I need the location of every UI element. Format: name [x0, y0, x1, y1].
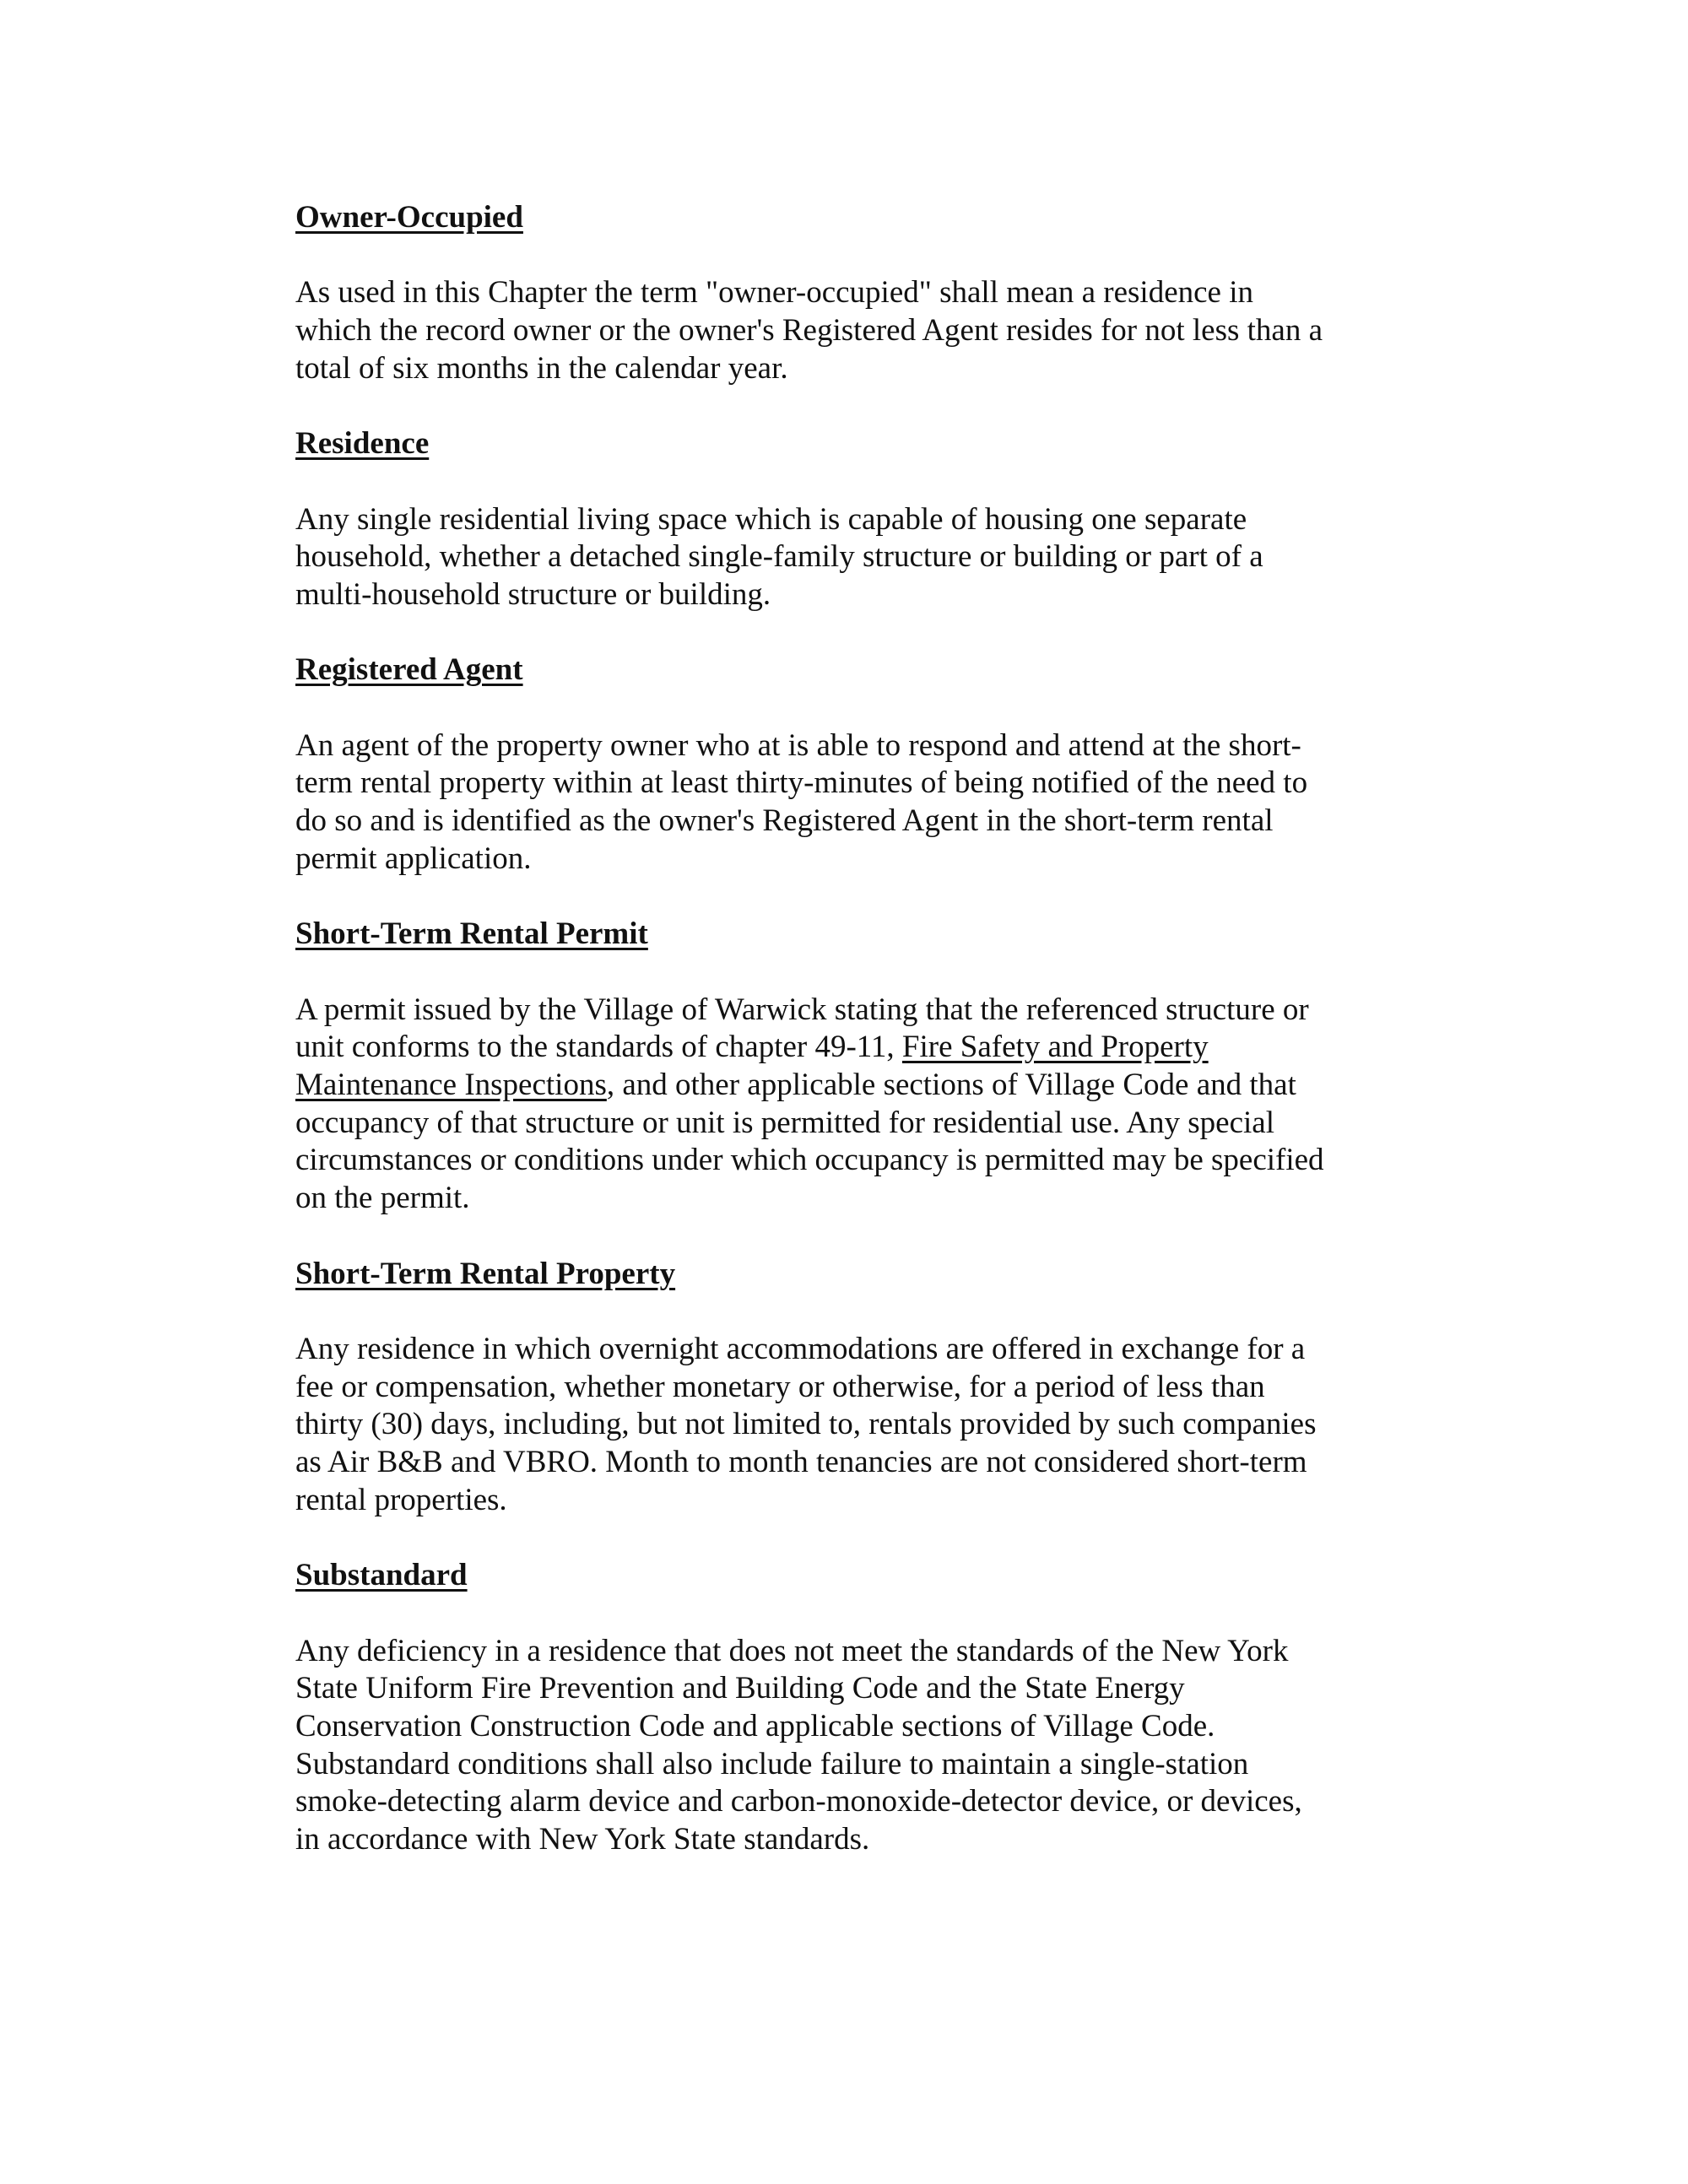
text-line — [295, 1067, 1418, 1105]
definition-heading: Short-Term Rental Property — [295, 1256, 676, 1291]
text-segment: Any single residential living space which is capable of housing one separate — [295, 501, 1247, 537]
text-segment: multi-household structure or building. — [295, 576, 771, 612]
text-segment: As used in this Chapter the term "owner-occupied" shall mean a residence in — [295, 275, 1254, 311]
definition-section — [295, 651, 1418, 878]
text-line — [295, 727, 1418, 765]
text-segment: Any deficiency in a residence that does not meet the standards of the New York — [295, 1633, 1289, 1668]
text-segment: term rental property within at least thirty-minutes of being notified of the need to — [295, 765, 1308, 801]
text-line — [295, 1746, 1418, 1784]
text-segment: circumstances or conditions under which occupancy is permitted may be specified — [295, 1143, 1324, 1178]
text-line — [295, 538, 1418, 576]
definition-paragraph — [295, 274, 1418, 387]
text-segment: fee or compensation, whether monetary or otherwise, for a period of less than — [295, 1369, 1265, 1404]
text-line — [295, 1142, 1418, 1180]
definition-paragraph — [295, 501, 1418, 614]
text-line — [295, 1633, 1418, 1671]
text-line — [295, 1180, 1418, 1218]
text-line — [295, 312, 1418, 350]
referenced-title: Fire Safety and Property — [901, 1030, 1209, 1065]
text-segment: smoke-detecting alarm device and carbon-monoxide-detector device, or devices, — [295, 1784, 1302, 1819]
definition-heading: Residence — [295, 426, 430, 462]
definition-section — [295, 425, 1418, 614]
text-line — [295, 1708, 1418, 1746]
text-segment: do so and is identified as the owner's Registered Agent in the short-term rental — [295, 803, 1274, 839]
text-segment: unit conforms to the standards of chapter 49-11, — [295, 1030, 902, 1065]
text-line — [295, 992, 1418, 1030]
document-page — [295, 199, 1418, 1896]
text-segment: , and other applicable sections of Village Code and that — [606, 1068, 1296, 1103]
text-segment: household, whether a detached single-family structure or building or part of a — [295, 539, 1263, 575]
text-segment: rental properties. — [295, 1482, 507, 1517]
text-segment: Substandard conditions shall also include failure to maintain a single-station — [295, 1746, 1249, 1781]
text-segment: Conservation Construction Code and applicable sections of Village Code. — [295, 1708, 1215, 1743]
text-segment: permit application. — [295, 841, 532, 876]
definition-paragraph — [295, 727, 1418, 878]
definition-section — [295, 1256, 1418, 1520]
text-line — [295, 576, 1418, 614]
text-segment: on the permit. — [295, 1181, 470, 1216]
text-segment: State Uniform Fire Prevention and Building Code and the State Energy — [295, 1671, 1185, 1706]
text-line — [295, 1105, 1418, 1143]
text-line — [295, 1331, 1418, 1369]
text-segment: thirty (30) days, including, but not limited to, rentals provided by such companies — [295, 1407, 1317, 1442]
definition-section — [295, 199, 1418, 388]
text-line — [295, 1482, 1418, 1520]
text-segment: which the record owner or the owner's Registered Agent resides for not less than a — [295, 313, 1323, 349]
text-line — [295, 1444, 1418, 1482]
text-line — [295, 1369, 1418, 1407]
text-line — [295, 765, 1418, 803]
text-line — [295, 1670, 1418, 1708]
text-line — [295, 350, 1418, 388]
text-segment: An agent of the property owner who at is able to respond and attend at the short- — [295, 727, 1301, 763]
text-line — [295, 803, 1418, 841]
definition-section — [295, 916, 1418, 1218]
definition-heading: Owner-Occupied — [295, 200, 523, 235]
text-segment: total of six months in the calendar year. — [295, 350, 788, 386]
text-segment: A permit issued by the Village of Warwick stating that the referenced structure or — [295, 992, 1309, 1027]
definition-heading: Short-Term Rental Permit — [295, 916, 648, 952]
text-line — [295, 841, 1418, 878]
text-line — [295, 1783, 1418, 1821]
definition-section — [295, 1557, 1418, 1859]
definition-paragraph — [295, 1633, 1418, 1859]
text-line — [295, 1406, 1418, 1444]
text-line — [295, 1029, 1418, 1067]
text-line — [295, 274, 1418, 312]
referenced-title: Maintenance Inspections — [295, 1068, 607, 1103]
text-line — [295, 501, 1418, 539]
definition-paragraph — [295, 992, 1418, 1218]
text-segment: in accordance with New York State standards. — [295, 1822, 870, 1857]
text-segment: Any residence in which overnight accommodations are offered in exchange for a — [295, 1331, 1306, 1366]
text-segment: occupancy of that structure or unit is permitted for residential use. Any special — [295, 1105, 1275, 1140]
text-line — [295, 1821, 1418, 1859]
text-segment: as Air B&B and VBRO. Month to month tenancies are not considered short-term — [295, 1445, 1307, 1480]
definition-heading: Substandard — [295, 1558, 468, 1593]
definition-heading: Registered Agent — [295, 652, 523, 688]
definition-paragraph — [295, 1331, 1418, 1520]
